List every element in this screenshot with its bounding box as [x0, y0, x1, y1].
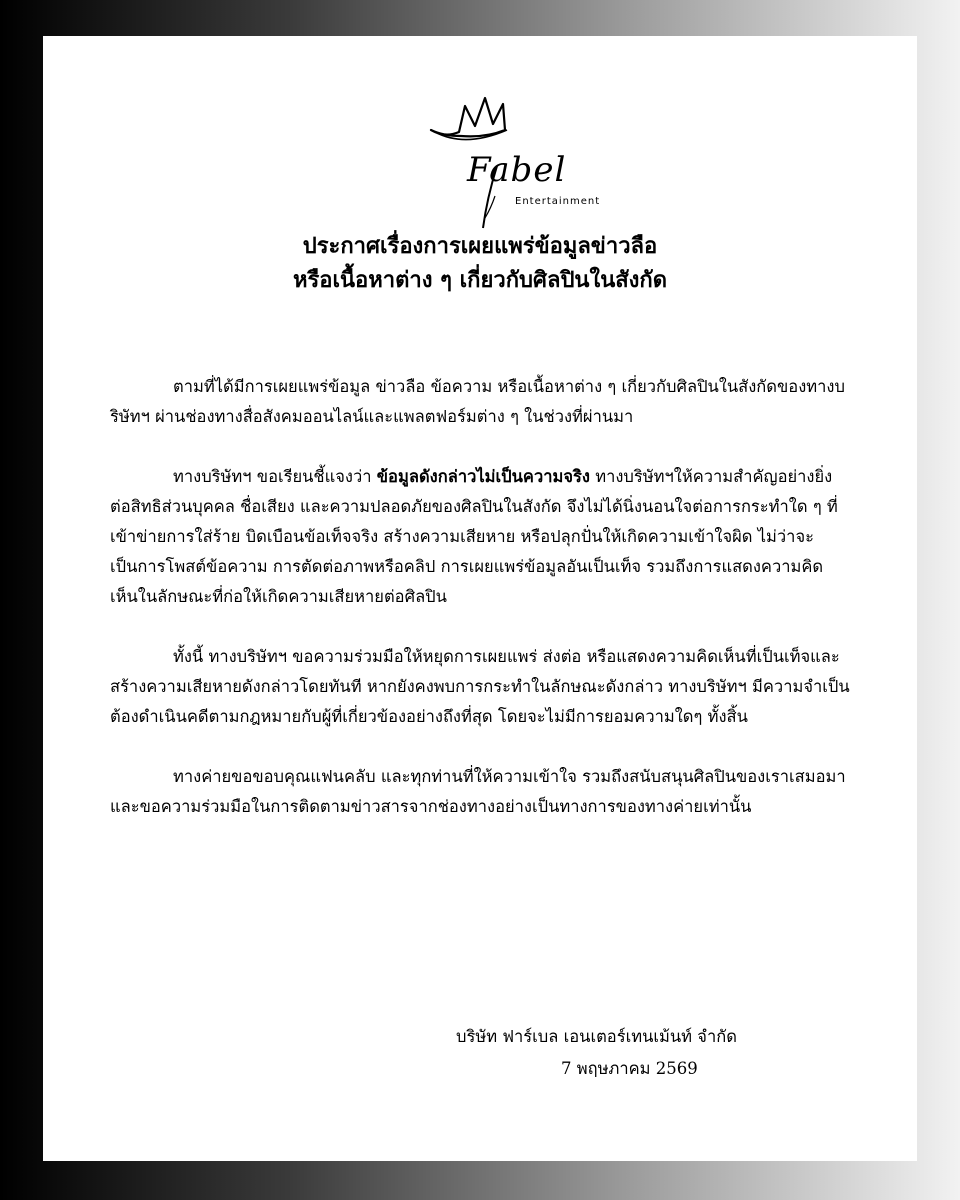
paragraph-4: ทางค่ายขอขอบคุณแฟนคลับ และทุกท่านที่ให้ความเข้าใจ รวมถึงสนับสนุนศิลปินของเราเสมอมา และขอความร่วมมือในการติดตามข่าวสารจากช่องทางอย่างเป็นทางการของทางค่ายเท่านั้น	[110, 767, 846, 816]
company-logo	[425, 68, 625, 243]
announcement-body	[110, 372, 850, 852]
paragraph-2-intro: ทางบริษัทฯ ขอเรียนชี้แจงว่า	[173, 467, 377, 486]
paragraph-2-emphasis: ข้อมูลดังกล่าวไม่เป็นความจริง	[376, 467, 590, 486]
logo-name: Fabel	[467, 150, 567, 190]
signature-company: บริษัท ฟาร์เบล เอนเตอร์เทนเม้นท์ จำกัด	[456, 1027, 737, 1046]
title-line-1: ประกาศเรื่องการเผยแพร่ข้อมูลข่าวลือ	[302, 234, 658, 259]
paragraph-2-rest: ทางบริษัทฯให้ความสำคัญอย่างยิ่งต่อสิทธิส่วนบุคคล ชื่อเสียง และความปลอดภัยของศิลปินในสังกัด จึงไม่ได้นิ่งนอนใจต่อการกระทำใด ๆ ที่เข้าข่ายการใส่ร้าย บิดเบือนข้อเท็จจริง สร้างความเสียหาย หรือปลุกปั่นให้เกิดความเข้าใจผิด ไม่ว่าจะเป็นการโพสต์ข้อความ การตัดต่อภาพหรือคลิป การเผยแพร่ข้อมูลอันเป็นเท็จ รวมถึงการแสดงความคิดเห็นในลักษณะที่ก่อให้เกิดความเสียหายต่อศิลปิน	[110, 467, 838, 606]
announcement-title	[43, 230, 917, 298]
paragraph-3: ทั้งนี้ ทางบริษัทฯ ขอความร่วมมือให้หยุดการเผยแพร่ ส่งต่อ หรือแสดงความคิดเห็นที่เป็นเท็จและสร้างความเสียหายดังกล่าวโดยทันที หากยังคงพบการกระทำในลักษณะดังกล่าว ทางบริษัทฯ มีความจำเป็นต้องดำเนินคดีตามกฎหมายกับผู้ที่เกี่ยวข้องอย่างถึงที่สุด โดยจะไม่มีการยอมความใดๆ ทั้งสิ้น	[110, 647, 850, 726]
title-line-2: หรือเนื้อหาต่าง ๆ เกี่ยวกับศิลปินในสังกัด	[292, 268, 668, 293]
paragraph-1: ตามที่ได้มีการเผยแพร่ข้อมูล ข่าวลือ ข้อความ หรือเนื้อหาต่าง ๆ เกี่ยวกับศิลปินในสังกัดของทางบริษัทฯ ผ่านช่องทางสื่อสังคมออนไลน์และแพลตฟอร์มต่าง ๆ ในช่วงที่ผ่านมา	[110, 377, 845, 426]
paragraph-2	[110, 462, 850, 612]
logo-subtitle: Entertainment	[515, 196, 601, 207]
signature-date: 7 พฤษภาคม 2569	[561, 1059, 698, 1078]
announcement-page	[43, 36, 917, 1161]
